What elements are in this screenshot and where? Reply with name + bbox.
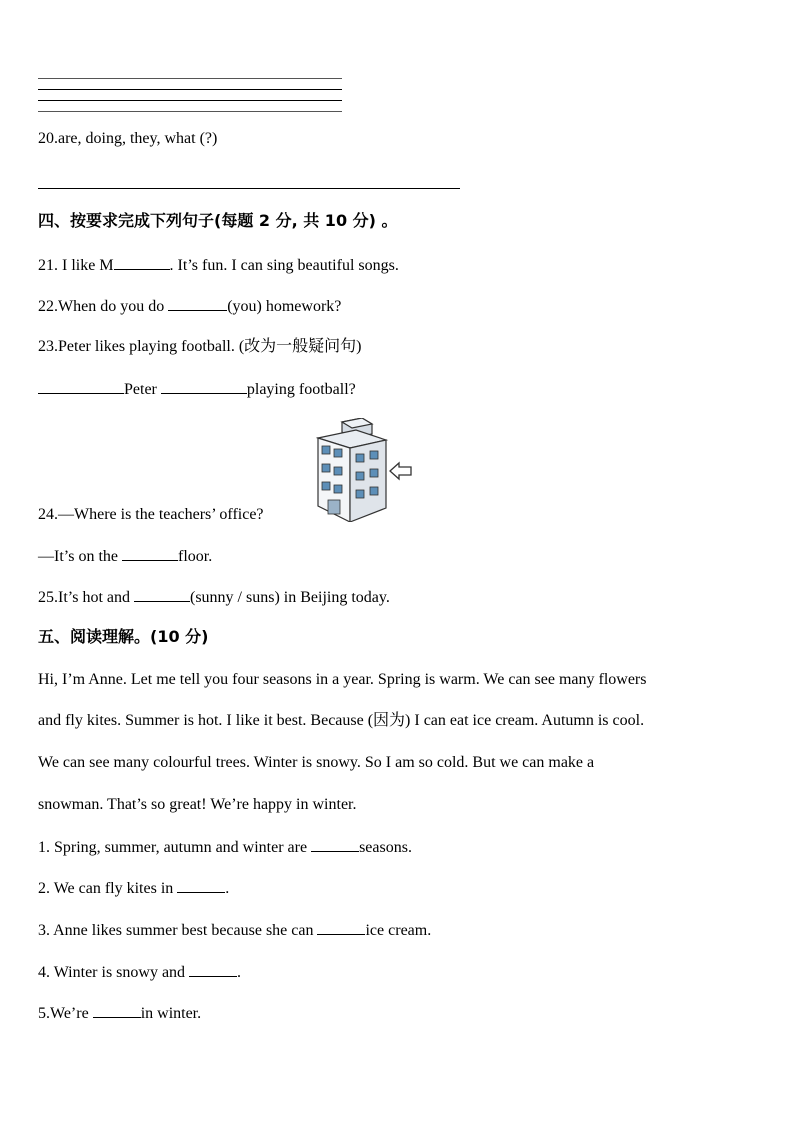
q23-blank-2[interactable] bbox=[161, 379, 247, 394]
question-23: 23.Peter likes playing football. (改为一般疑问句) bbox=[38, 338, 362, 355]
q25-text-end: (sunny / suns) in Beijing today. bbox=[190, 589, 390, 606]
question-25 bbox=[38, 587, 390, 608]
q24-text-end: floor. bbox=[178, 548, 213, 565]
rq3-text-end: ice cream. bbox=[365, 922, 432, 939]
q23-blank-1[interactable] bbox=[38, 379, 124, 394]
q23-text-mid: Peter bbox=[124, 381, 161, 398]
arrow-left-icon bbox=[388, 460, 414, 482]
passage-line: snowman. That’s so great! We’re happy in winter. bbox=[38, 796, 357, 813]
q21-text-start: 21. I like M bbox=[38, 257, 114, 274]
rq3-text-start: 3. Anne likes summer best because she can bbox=[38, 922, 318, 939]
rq1-text-start: 1. Spring, summer, autumn and winter are bbox=[38, 839, 312, 856]
reading-question-1 bbox=[38, 837, 412, 858]
reading-question-5 bbox=[38, 1003, 201, 1024]
q22-blank[interactable] bbox=[168, 296, 227, 311]
question-24-answer bbox=[38, 546, 212, 567]
passage-line: and fly kites. Summer is hot. I like it best. Because (因为) I can eat ice cream. Autumn is cool. bbox=[38, 712, 645, 729]
rq1-text-end: seasons. bbox=[359, 839, 412, 856]
passage-line: Hi, I’m Anne. Let me tell you four seasons in a year. Spring is warm. We can see many flowers bbox=[38, 671, 647, 688]
rq2-text-end: . bbox=[225, 880, 230, 897]
rq2-text-start: 2. We can fly kites in bbox=[38, 880, 178, 897]
rq3-blank[interactable] bbox=[317, 920, 365, 935]
q23-text-end: playing football? bbox=[246, 381, 356, 398]
writing-line bbox=[38, 89, 342, 90]
section-4-heading: 四、按要求完成下列句子(每题 2 分, 共 10 分) 。 bbox=[38, 211, 398, 230]
rq2-blank[interactable] bbox=[177, 878, 225, 893]
rq4-blank[interactable] bbox=[189, 962, 237, 977]
q24-text-start: —It’s on the bbox=[38, 548, 122, 565]
answer-line-20[interactable] bbox=[38, 188, 460, 189]
writing-line bbox=[38, 78, 342, 79]
question-22 bbox=[38, 296, 341, 317]
q22-text-start: 22.When do you do bbox=[38, 298, 169, 315]
rq5-text-start: 5.We’re bbox=[38, 1005, 93, 1022]
q21-text-end: . It’s fun. I can sing beautiful songs. bbox=[169, 257, 399, 274]
rq1-blank[interactable] bbox=[311, 837, 359, 852]
q25-blank[interactable] bbox=[134, 587, 190, 602]
q21-blank[interactable] bbox=[114, 255, 170, 270]
q25-text-start: 25.It’s hot and bbox=[38, 589, 134, 606]
rq5-blank[interactable] bbox=[93, 1003, 141, 1018]
writing-line bbox=[38, 111, 342, 112]
q22-text-end: (you) homework? bbox=[227, 298, 342, 315]
question-20: 20.are, doing, they, what (?) bbox=[38, 130, 218, 147]
section-5-heading: 五、阅读理解。(10 分) bbox=[38, 627, 209, 646]
writing-line bbox=[38, 100, 342, 101]
reading-question-3 bbox=[38, 920, 431, 941]
passage-line: We can see many colourful trees. Winter is snowy. So I am so cold. But we can make a bbox=[38, 754, 595, 771]
rq5-text-end: in winter. bbox=[140, 1005, 202, 1022]
question-23-answer bbox=[38, 379, 356, 400]
reading-question-2 bbox=[38, 878, 229, 899]
question-24: 24.—Where is the teachers’ office? bbox=[38, 506, 264, 523]
rq4-text-start: 4. Winter is snowy and bbox=[38, 964, 190, 981]
q24-blank[interactable] bbox=[122, 546, 178, 561]
rq4-text-end: . bbox=[237, 964, 242, 981]
reading-question-4 bbox=[38, 962, 241, 983]
question-21 bbox=[38, 255, 399, 276]
